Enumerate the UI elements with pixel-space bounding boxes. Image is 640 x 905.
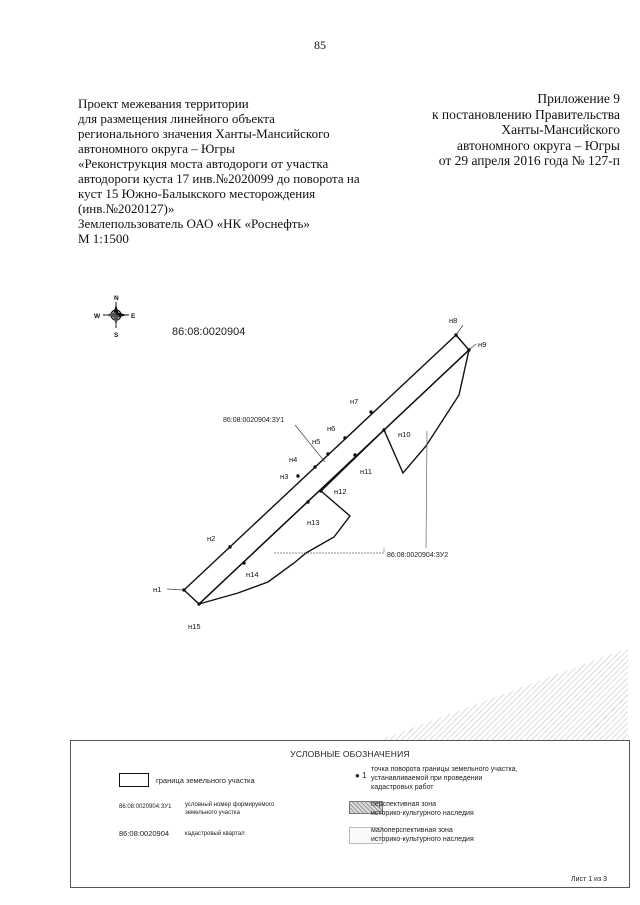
compass-e: E [131,313,136,320]
plot-label-zu1: 86:08:0020904:ЗУ1 [223,417,285,424]
appendix-line: к постановлению Правительства [431,106,620,122]
point-label-n7: н7 [350,397,359,406]
point-label-n2: н2 [207,534,216,543]
plot-zu1-boundary [184,335,469,604]
point-label-n11: н11 [360,467,372,476]
point-label-n6: н6 [327,424,336,433]
appendix-line: от 29 апреля 2016 года № 127-п [438,153,620,168]
legend-plot-number-example: 86:08:0020904:ЗУ1 [119,804,172,810]
point-label-n13: н13 [307,518,320,527]
legend-plot-number-label [185,801,274,817]
point-label-n14: н14 [246,570,259,579]
boundary-swatch-icon [119,773,149,787]
point-label-n12: н12 [334,487,347,496]
land-user-line: Землепользователь ОАО «НК «Роснефть» [78,216,310,231]
legend-point-label-line: устанавливаемой при проведении [371,775,483,782]
appendix-line: Приложение 9 [537,91,620,106]
plot-label-zu2: 86:08:0020904:ЗУ2 [387,552,449,559]
legend-point-marker: ● 1 [355,771,367,780]
appendix-line: Ханты-Мансийского [501,122,620,137]
legend-point-label [371,765,518,792]
legend-quarter-example: 86:08:0020904 [119,829,170,838]
legend-quarter-label: кадастровый квартал [185,831,245,837]
point-label-n5: н5 [312,437,321,446]
project-title-line: регионального значения Ханты-Мансийского [78,126,330,141]
legend-point-label-line: кадастровых работ [371,784,434,791]
point-label-n4: н4 [289,455,298,464]
point-label-n10: н10 [398,430,411,439]
leader-line-zu2b [426,431,427,548]
project-title-line: для размещения линейного объекта [78,111,275,126]
point-label-n1: н1 [153,585,162,594]
appendix-line: автономного округа – Югры [457,137,620,153]
project-title-line: «Реконструкция моста автодороги от участка [78,156,329,171]
scale-line: М 1:1500 [78,231,129,246]
project-title-line: куст 15 Южно-Балыкского месторождения [78,186,316,201]
plot-zu2-boundary [199,350,469,604]
legend-low-prospective-line: малоперспективная зона [371,827,453,834]
point-label-n9: н9 [478,340,487,349]
cadastral-quarter-label: 86:08:0020904 [172,326,246,338]
project-title-line: Проект межевания территории [78,96,249,111]
project-title-line: автономного округа – Югры [78,141,235,156]
point-label-n15: н15 [188,622,201,631]
legend-prospective-line: перспективная зона [371,801,437,808]
point-label-n8: н8 [449,316,458,325]
legend-point-number: 1 [362,771,367,780]
project-title-line: автодороги куста 17 инв.№2020099 до поворота на [78,171,360,186]
leader-line-zu2 [274,548,384,553]
legend-plot-number-label-line: условный номер формируемого [185,802,275,808]
compass-s: S [114,332,119,339]
land-plot-map [0,280,640,640]
page-number: 85 [314,38,326,52]
legend-low-prospective-line: историко-культурного наследия [371,836,474,843]
legend-point-label-line: точка поворота границы земельного участка, [371,766,518,773]
leader-line-zu1 [295,425,325,462]
legend-panel [70,740,630,888]
appendix-block [320,91,620,169]
legend-plot-number-label-line: земельного участка [185,810,240,816]
prospective-zone-hatch [380,648,628,740]
legend-low-prospective-zone-label [371,826,474,844]
legend-boundary-label: граница земельного участка [156,776,255,785]
turning-points [182,333,470,605]
legend-prospective-zone-label [371,800,474,818]
project-title-line: (инв.№2020127)» [78,201,175,216]
sheet-number: Лист 1 из 3 [571,876,607,883]
point-label-n3: н3 [280,472,289,481]
legend-title: УСЛОВНЫЕ ОБОЗНАЧЕНИЯ [290,749,410,759]
compass-icon [94,295,136,339]
legend-prospective-line: историко-культурного наследия [371,810,474,817]
compass-n: N [114,295,119,302]
compass-w: W [94,313,101,320]
